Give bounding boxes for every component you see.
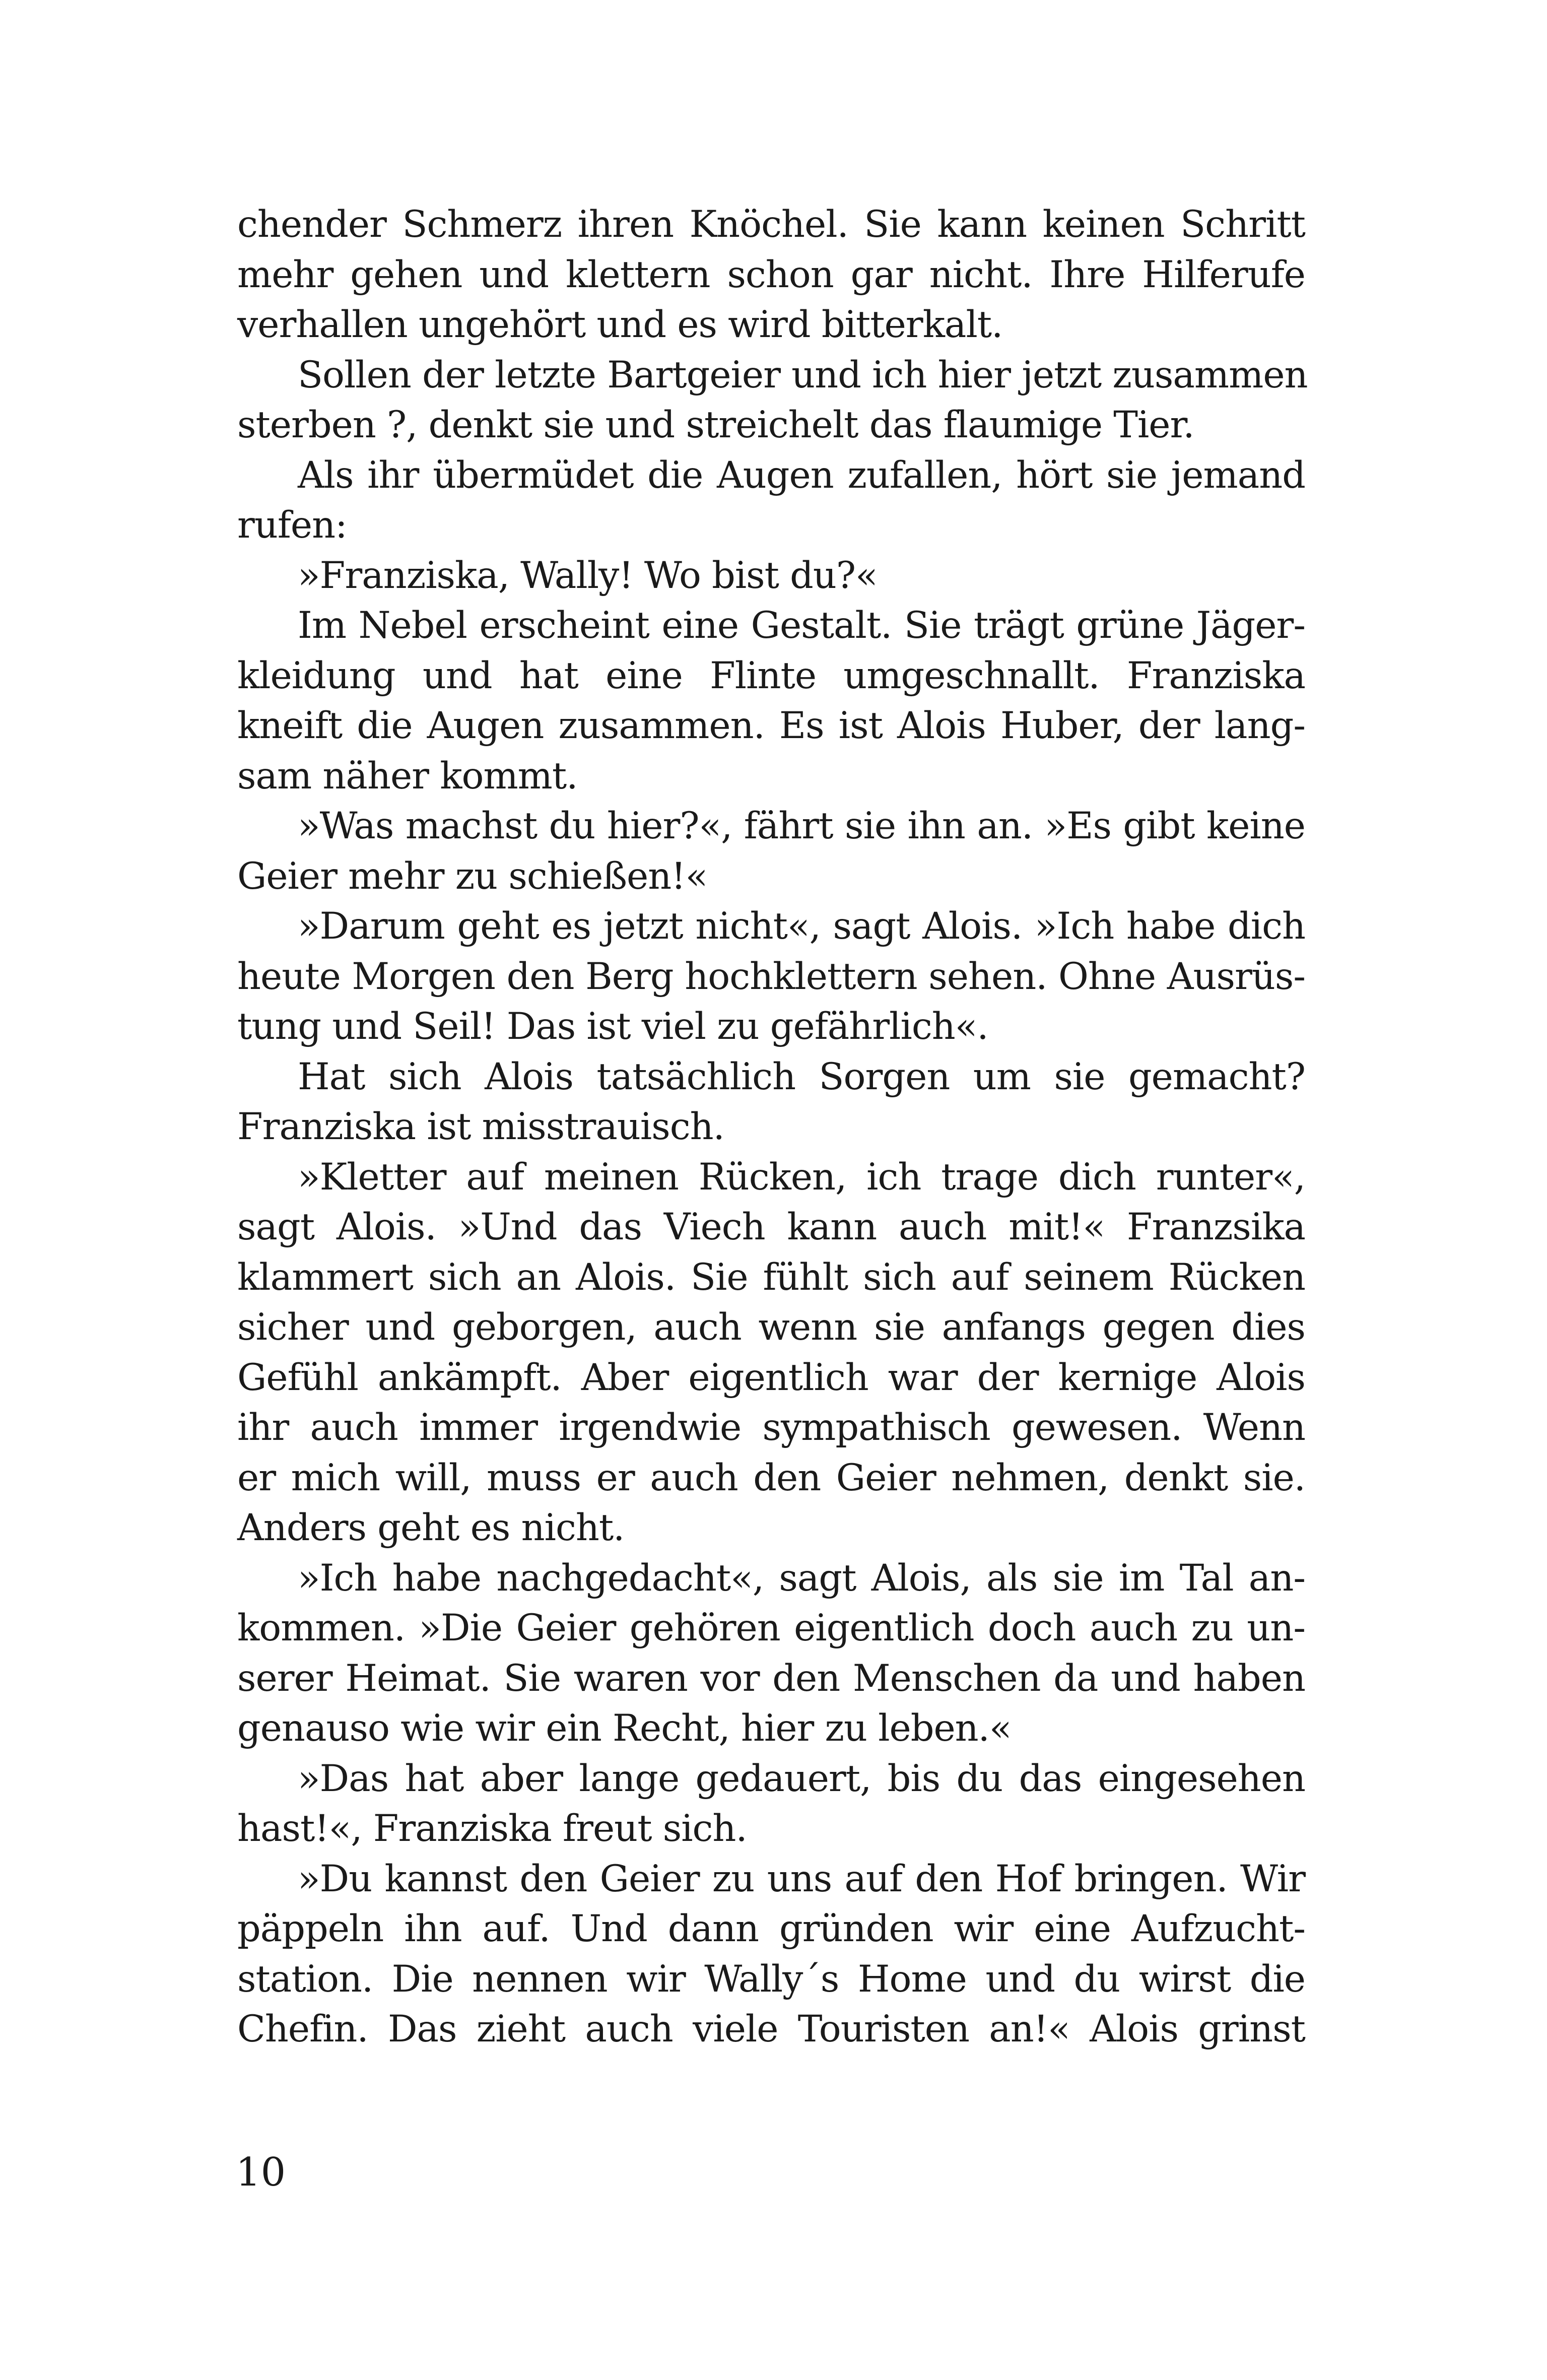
text-line: Gefühl ankämpft. Aber eigentlich war der kernige Alois xyxy=(237,1356,1305,1399)
text-line: Chefin. Das zieht auch viele Touristen an!« Alois grinst xyxy=(237,2008,1305,2051)
text-line: sicher und geborgen, auch wenn sie anfangs gegen dies xyxy=(237,1306,1305,1349)
text-line: heute Morgen den Berg hochklettern sehen. Ohne Ausrüs- xyxy=(237,955,1305,998)
text-line: ihr auch immer irgendwie sympathisch gewesen. Wenn xyxy=(237,1406,1305,1449)
text-line: mehr gehen und klettern schon gar nicht. Ihre Hilferufe xyxy=(237,253,1305,296)
text-line: rufen: xyxy=(237,504,347,547)
text-line: chender Schmerz ihren Knöchel. Sie kann keinen Schritt xyxy=(237,203,1305,246)
text-line: »Was machst du hier?«, fährt sie ihn an. »Es gibt keine xyxy=(298,805,1305,847)
text-line: sagt Alois. »Und das Viech kann auch mit!« Franzsika xyxy=(237,1206,1305,1248)
text-line: er mich will, muss er auch den Geier nehmen, denkt sie. xyxy=(237,1456,1305,1499)
text-line: Sollen der letzte Bartgeier und ich hier jetzt zusammen xyxy=(298,353,1308,396)
text-line: »Kletter auf meinen Rücken, ich trage dich runter«, xyxy=(298,1155,1305,1199)
text-line: Geier mehr zu schießen!« xyxy=(237,854,708,898)
text-line: »Franziska, Wally! Wo bist du?« xyxy=(298,554,878,597)
page-number: 10 xyxy=(236,2150,286,2195)
text-line: tung und Seil! Das ist viel zu gefährlich«. xyxy=(237,1005,988,1048)
text-line: sterben ?, denkt sie und streichelt das flaumige Tier. xyxy=(237,404,1194,446)
text-line: »Das hat aber lange gedauert, bis du das eingesehen xyxy=(298,1757,1305,1800)
text-line: »Du kannst den Geier zu uns auf den Hof bringen. Wir xyxy=(298,1857,1305,1900)
text-line: serer Heimat. Sie waren vor den Menschen da und haben xyxy=(237,1657,1305,1700)
text-line: »Ich habe nachgedacht«, sagt Alois, als sie im Tal an- xyxy=(298,1556,1305,1600)
text-line: verhallen ungehört und es wird bitterkalt. xyxy=(237,303,1003,346)
text-line: »Darum geht es jetzt nicht«, sagt Alois. »Ich habe dich xyxy=(298,905,1305,948)
text-line: hast!«, Franziska freut sich. xyxy=(237,1807,747,1850)
body-text xyxy=(237,200,1308,2055)
text-line: Als ihr übermüdet die Augen zufallen, hört sie jemand xyxy=(298,453,1305,497)
text-line: kommen. »Die Geier gehören eigentlich doch auch zu un- xyxy=(237,1607,1305,1649)
text-line: kneift die Augen zusammen. Es ist Alois Huber, der lang- xyxy=(237,704,1305,747)
text-line: Anders geht es nicht. xyxy=(237,1506,625,1549)
text-line: päppeln ihn auf. Und dann gründen wir eine Aufzucht- xyxy=(237,1907,1305,1950)
text-line: Im Nebel erscheint eine Gestalt. Sie trägt grüne Jäger- xyxy=(298,604,1305,647)
text-line: klammert sich an Alois. Sie fühlt sich auf seinem Rücken xyxy=(237,1255,1305,1299)
text-line: Franziska ist misstrauisch. xyxy=(237,1105,724,1148)
text-line: station. Die nennen wir Wally´s Home und du wirst die xyxy=(237,1957,1305,2001)
text-line: kleidung und hat eine Flinte umgeschnallt. Franziska xyxy=(237,654,1305,697)
text-line: Hat sich Alois tatsächlich Sorgen um sie gemacht? xyxy=(298,1055,1305,1098)
text-line: sam näher kommt. xyxy=(237,754,578,798)
text-line: genauso wie wir ein Recht, hier zu leben.« xyxy=(237,1707,1012,1750)
